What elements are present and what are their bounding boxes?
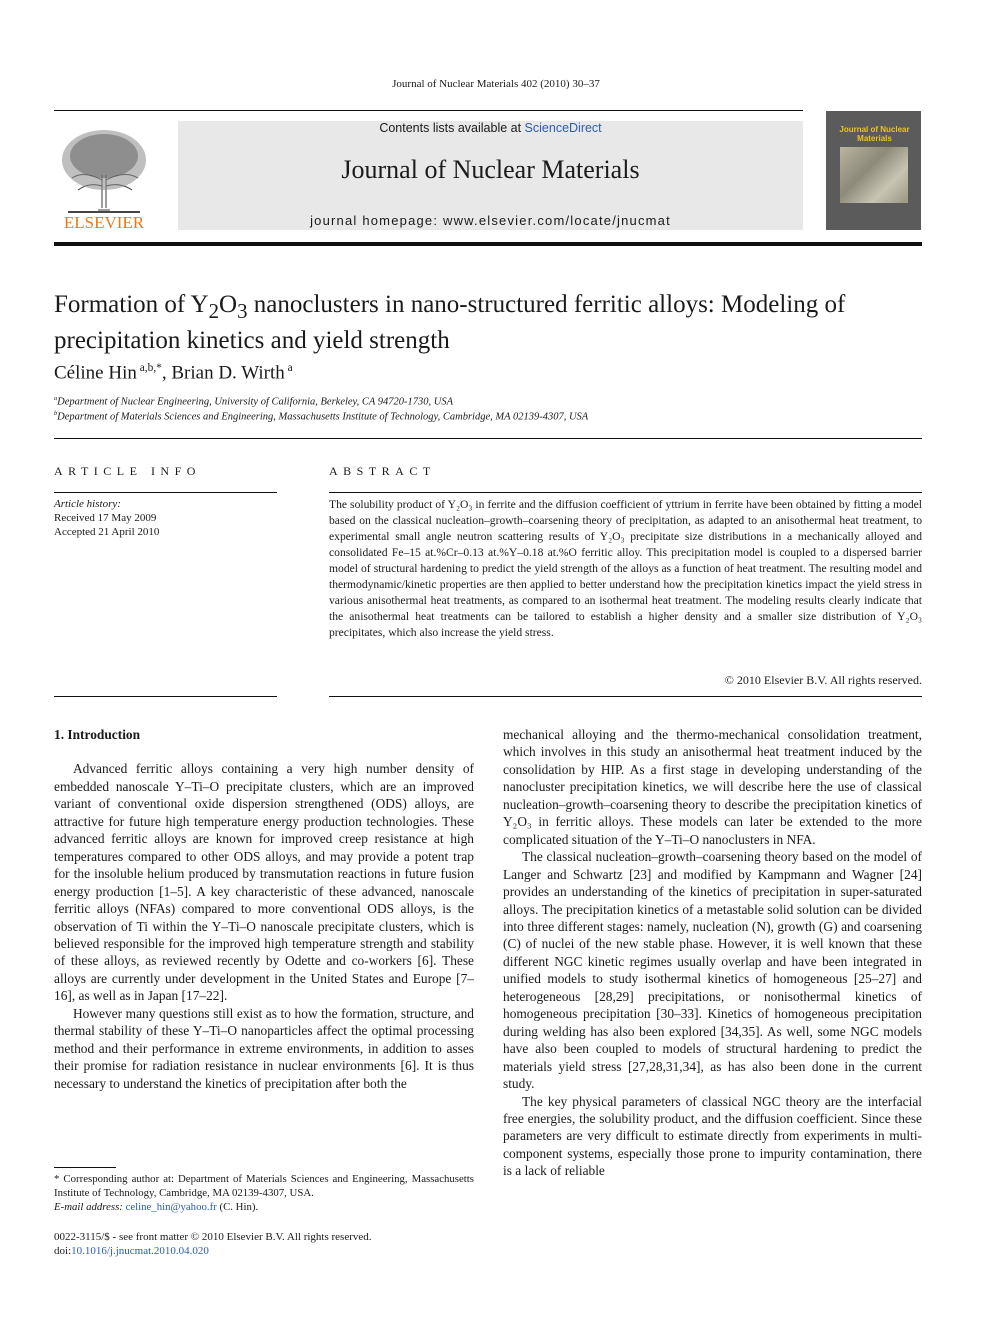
email-line: E-mail address: celine_hin@yahoo.fr (C. Hin). [54,1201,259,1213]
article-title: Formation of $Y_2O_3$ nanoclusters in nano-structured ferritic alloys: Modeling of precipitation kinetics and yield strength [54,291,846,354]
cover-title: Journal of Nuclear Materials [839,125,910,143]
divider [54,492,277,493]
article-history [54,497,159,539]
footnote-rule [54,1167,116,1168]
body-column-left [54,726,474,1092]
affiliation-b: $^b$Department of Materials Sciences and Engineering, Massachusetts Institute of Technology, Cambridge, MA 02139-4307, USA [54,410,589,423]
elsevier-logo [54,120,154,232]
divider [329,696,922,697]
footnote [54,1172,474,1214]
publication-info [54,1230,372,1258]
copyright: © 2010 Elsevier B.V. All rights reserved. [724,673,922,687]
article-info-heading: ARTICLE INFO [54,464,201,478]
authors: Céline Hin $^{a,b,*}$, Brian D. Wirth $^a$ [54,362,293,384]
accepted-date: Accepted 21 April 2010 [54,526,160,538]
cover-image [840,147,908,203]
divider [54,438,922,439]
doi-line: doi:10.1016/j.jnucmat.2010.04.020 [54,1245,209,1257]
contents-line [178,121,803,135]
email-link[interactable]: celine_hin@yahoo.fr [125,1201,217,1213]
sciencedirect-link[interactable]: ScienceDirect [524,121,602,135]
divider [54,696,277,697]
body-column-right [503,726,922,1180]
elsevier-wordmark: ELSEVIER [63,213,145,232]
abstract-text: The solubility product of Y₂O₃ in ferrite and the diffusion coefficient of yttrium in ferrite have been obtained by fitting a model based on the classical nucleation–growth–coarsening theory of precipitation, as adapted to an anisothermal heat treatment, to experimental small angle neutron scattering results of Y₂O₃ precipitate size distributions in a mechanically alloyed and consolidated Fe–15 at.%Cr–0.13 at.%Y–0.18 at.%O ferritic alloy. This precipitation model is coupled to a dispersed barrier model of structural hardening to predict the yield strength of the alloys as a function of heat treatment. The resulting model and thermodynamic/kinetic properties are then applied to better understand how the precipitation kinetics impact the yield stress in various anisothermal heat treatments, as compared to an isothermal heat treatment. The modeling results clearly indicate that the anisothermal heat treatments can be tailored to establish a higher density and a smaller size distribution of Y₂O₃ precipitates, which also increase the yield stress. [329,498,922,639]
corresponding-author-note: * Corresponding author at: Department of Materials Sciences and Engineering, Massachusetts Institute of Technology, Cambridge, MA 02139-4307, USA. [54,1173,474,1199]
author-name[interactable]: Brian D. Wirth [171,362,285,384]
affiliation-a: $^a$Department of Nuclear Engineering, University of California, Berkeley, CA 94720-1730, USA [54,395,453,408]
history-label: Article history: [54,498,121,510]
divider [329,492,922,493]
contents-prefix: Contents lists available at [379,121,525,135]
received-date: Received 17 May 2009 [54,512,157,524]
paragraph: However many questions still exist as to how the formation, structure, and thermal stability of these Y–Ti–O nanoparticles affect the optimal processing method and their performance in extreme environments, in addition to asses their promise for radiation resistance in nuclear environments [6]. It is thus necessary to understand the kinetics of precipitation after both the [54,1005,474,1091]
header-rule-thick [54,242,922,246]
journal-cover [826,111,921,230]
journal-homepage[interactable]: journal homepage: www.elsevier.com/locate/jnucmat [310,213,671,228]
section-heading: 1. Introduction [54,727,141,742]
doi-link[interactable]: 10.1016/j.jnucmat.2010.04.020 [71,1245,209,1257]
journal-title: Journal of Nuclear Materials [341,155,640,184]
abstract-heading: ABSTRACT [329,464,436,478]
header-rule [54,110,803,111]
issn-line: 0022-3115/$ - see front matter © 2010 Elsevier B.V. All rights reserved. [54,1231,372,1243]
paragraph: Advanced ferritic alloys containing a very high number density of embedded nanoscale Y–Ti–O precipitate clusters, which are an improved variant of conventional oxide dispersion strengthened (ODS) alloys, are attractive for future high temperature energy production technologies. These advanced ferritic alloys are known for improved creep resistance at high temperatures compared to other ODS alloys, and may provide a potent trap for the insoluble helium produced by transmutation reactions in future fusion energy production [1–5]. A key characteristic of these advanced, nanoscale ferritic alloys (NFAs) compared to more conventional ODS alloys, is the observation of Ti within the Y–Ti–O nanoscale precipitate clusters, which is believed responsible for the improved high temperature strength and stability of these alloys, as reviewed recently by Odette and co-workers [6]. These alloys are currently under development in the United States and Europe [7–16], as well as in Japan [17–22]. [54,761,474,1004]
paragraph: The key physical parameters of classical NGC theory are the interfacial free energies, the solubility product, and the diffusion coefficient. Since these parameters are very difficult to estimate directly from experiments in multi-component systems, especially those prone to impurity contamination, there is a lack of reliable [503,1093,922,1179]
paragraph: The classical nucleation–growth–coarsening theory based on the model of Langer and Schwartz [23] and modified by Kampmann and Wagner [24] provides an understanding of the kinetics of precipitation in super-saturated alloys. The precipitation kinetics of a metastable solid solution can be divided into three different stages: namely, nucleation (N), growth (G) and coarsening (C) of nuclei of the new stable phase. However, it is well known that these different NGC kinetic regimes usually overlap and have been integrated in unified models to study isothermal kinetics of homogeneous [25–27] and heterogeneous [28,29] precipitations, or nonisothermal kinetics of homogeneous precipitation [30–33]. Kinetics of homogeneous precipitation during welding has also been explored [34,35]. As well, some NGC models have also been coupled to models of structural hardening to predict the materials yield stress [27,28,31,34], as has also been done in the current study. [503,849,922,1092]
paragraph: mechanical alloying and the thermo-mechanical consolidation treatment, which involves in this study an anisothermal heat treatment induced by the consolidation by HIP. As a first stage in developing understanding of the nanocluster precipitation kinetics, we will describe here the use of classical nucleation–growth–coarsening theory to describe the precipitation kinetics of Y₂O₃ in ferritic alloys. These models can later be extended to the more complicated situation of the Y–Ti–O nanoclusters in NFA. [503,727,922,847]
author-name[interactable]: Céline Hin [54,362,137,384]
running-head: Journal of Nuclear Materials 402 (2010) 30–37 [392,78,600,90]
